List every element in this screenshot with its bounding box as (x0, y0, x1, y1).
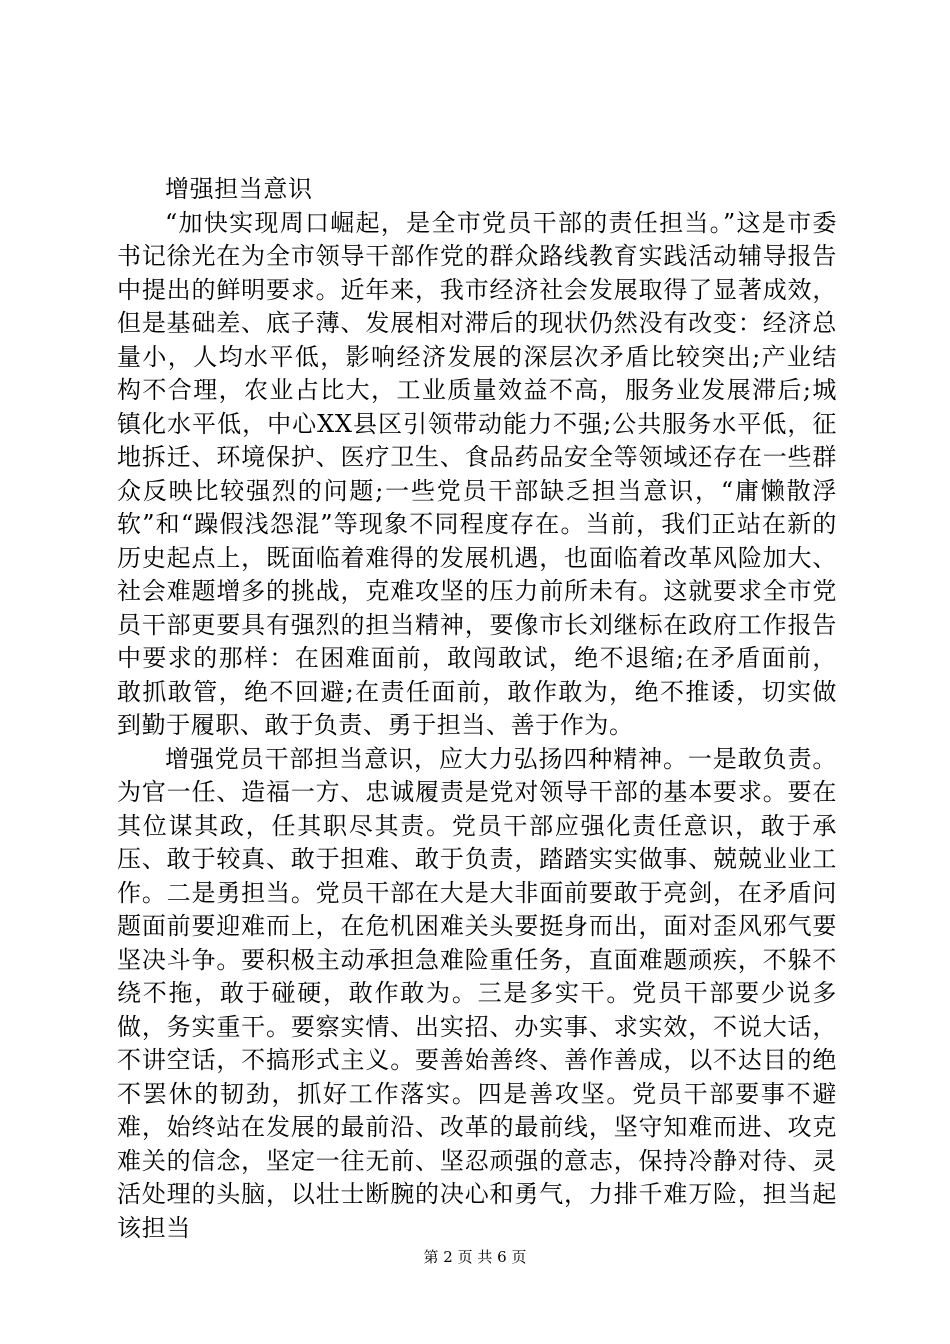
page-footer: 第 2 页 共 6 页 (423, 1248, 527, 1266)
document-body (117, 173, 837, 1245)
paragraph-2: 增强党员干部担当意识，应大力弘扬四种精神。一是敢负责。为官一任、造福一方、忠诚履责是党对领导干部的基本要求。要在其位谋其政，任其职尽其责。党员干部应强化责任意识，敢于承压、敢于较真、敢于担难、敢于负责，踏踏实实做事、兢兢业业工作。二是勇担当。党员干部在大是大非面前要敢于亮剑，在矛盾问题面前要迎难而上，在危机困难关头要挺身而出，面对歪风邪气要坚决斗争。要积极主动承担急难险重任务，直面难题顽疾，不躲不绕不拖，敢于碰硬，敢作敢为。三是多实干。党员干部要少说多做，务实重干。要察实情、出实招、办实事、求实效，不说大话，不讲空话，不搞形式主义。要善始善终、善作善成，以不达目的绝不罢休的韧劲，抓好工作落实。四是善攻坚。党员干部要事不避难，始终站在发展的最前沿、改革的最前线，坚守知难而进、攻克难关的信念，坚定一往无前、坚忍顽强的意志，保持冷静对待、灵活处理的头脑，以壮士断腕的决心和勇气，力排千难万险，担当起该担当 (117, 744, 837, 1242)
document-heading: 增强担当意识 (165, 175, 313, 203)
paragraph-1: “加快实现周口崛起，是全市党员干部的责任担当。”这是市委书记徐光在为全市领导干部作党的群众路线教育实践活动辅导报告中提出的鲜明要求。近年来，我市经济社会发展取得了显著成效，但是基础差、底子薄、发展相对滞后的现状仍然没有改变：经济总量小，人均水平低，影响经济发展的深层次矛盾比较突出;产业结构不合理，农业占比大，工业质量效益不高，服务业发展滞后;城镇化水平低，中心XX县区引领带动能力不强;公共服务水平低，征地拆迁、环境保护、医疗卫生、食品药品安全等领域还存在一些群众反映比较强烈的问题;一些党员干部缺乏担当意识，“庸懒散浮软”和“躁假浅怨混”等现象不同程度存在。当前，我们正站在新的历史起点上，既面临着难得的发展机遇，也面临着改革风险加大、社会难题增多的挑战，克难攻坚的压力前所未有。这就要求全市党员干部更要具有强烈的担当精神，要像市长刘继标在政府工作报告中要求的那样：在困难面前，敢闯敢试，绝不退缩;在矛盾面前，敢抓敢管，绝不回避;在责任面前，敢作敢为，绝不推诿，切实做到勤于履职、敢于负责、勇于担当、善于作为。 (117, 208, 837, 739)
